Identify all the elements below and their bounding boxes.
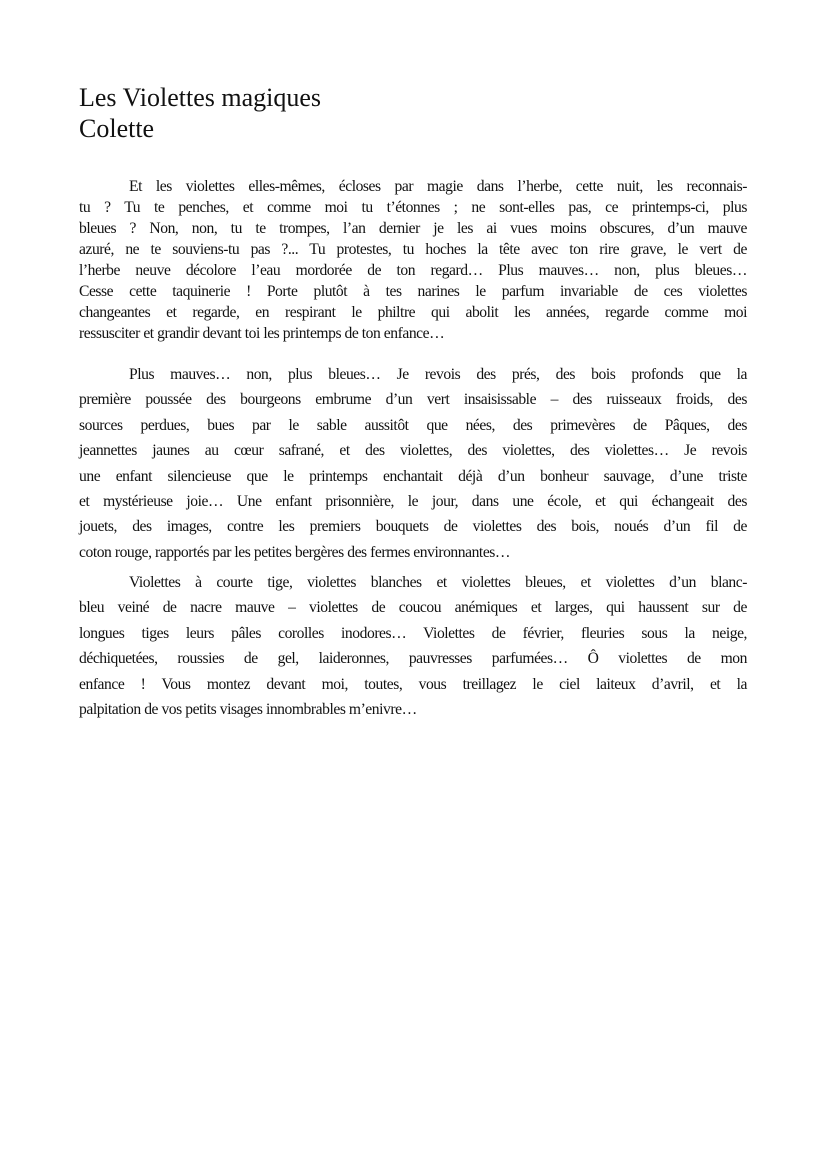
text-line: enfance ! Vous montez devant moi, toutes, vous treillagez le ciel laiteux d’avril, et la [79, 675, 747, 693]
text-line: coton rouge, rapportés par les petites bergères des fermes environnantes… [79, 543, 511, 561]
text-line: jeannettes jaunes au cœur safrané, et des violettes, des violettes, des violettes… Je revois [79, 442, 747, 460]
text-line: bleu veiné de nacre mauve – violettes de coucou anémiques et larges, qui haussent sur de [79, 599, 747, 617]
text-line: bleues ? Non, non, tu te trompes, l’an dernier je les ai vues moins obscures, d’un mauve [79, 220, 747, 237]
text-line: sources perdues, bues par le sable aussitôt que nées, des primevères de Pâques, des [79, 416, 747, 434]
document-title: Les Violettes magiques [79, 83, 322, 112]
text-line: azuré, ne te souviens-tu pas ?... Tu protestes, tu hoches la tête avec ton rire grave, le vert de [79, 241, 747, 258]
paragraph-2 [79, 362, 747, 565]
text-line: Violettes à courte tige, violettes blanches et violettes bleues, et violettes d’un blanc- [129, 574, 747, 591]
text-line: Et les violettes elles-mêmes, écloses par magie dans l’herbe, cette nuit, les reconnais- [129, 178, 747, 195]
paragraph-3 [79, 570, 747, 722]
text-line: l’herbe neuve décolore l’eau mordorée de ton regard… Plus mauves… non, plus bleues… [79, 262, 747, 279]
paragraph-1 [79, 176, 747, 344]
text-line: et mystérieuse joie… Une enfant prisonnière, le jour, dans une école, et qui échangeait des [79, 492, 747, 510]
text-line: Cesse cette taquinerie ! Porte plutôt à tes narines le parfum invariable de ces violettes [79, 283, 747, 300]
document-author: Colette [79, 114, 155, 143]
text-line: changeantes et regarde, en respirant le philtre qui abolit les années, regarde comme moi [79, 304, 747, 321]
text-line: tu ? Tu te penches, et comme moi tu t’étonnes ; ne sont-elles pas, ce printemps-ci, plus [79, 199, 747, 216]
text-line: première poussée des bourgeons embrume d’un vert insaisissable – des ruisseaux froids, des [79, 391, 747, 409]
text-line: jouets, des images, contre les premiers bouquets de violettes des bois, noués d’un fil de [79, 518, 747, 536]
text-line: palpitation de vos petits visages innombrables m’enivre… [79, 700, 417, 718]
text-line: ressusciter et grandir devant toi les printemps de ton enfance… [79, 325, 445, 342]
text-line: Plus mauves… non, plus bleues… Je revois des prés, des bois profonds que la [129, 366, 747, 383]
text-line: longues tiges leurs pâles corolles inodores… Violettes de février, fleuries sous la neige, [79, 624, 747, 642]
text-line: une enfant silencieuse que le printemps enchantait déjà d’un bonheur sauvage, d’une triste [79, 467, 747, 485]
text-line: déchiquetées, roussies de gel, laideronnes, pauvresses parfumées… Ô violettes de mon [79, 650, 747, 668]
